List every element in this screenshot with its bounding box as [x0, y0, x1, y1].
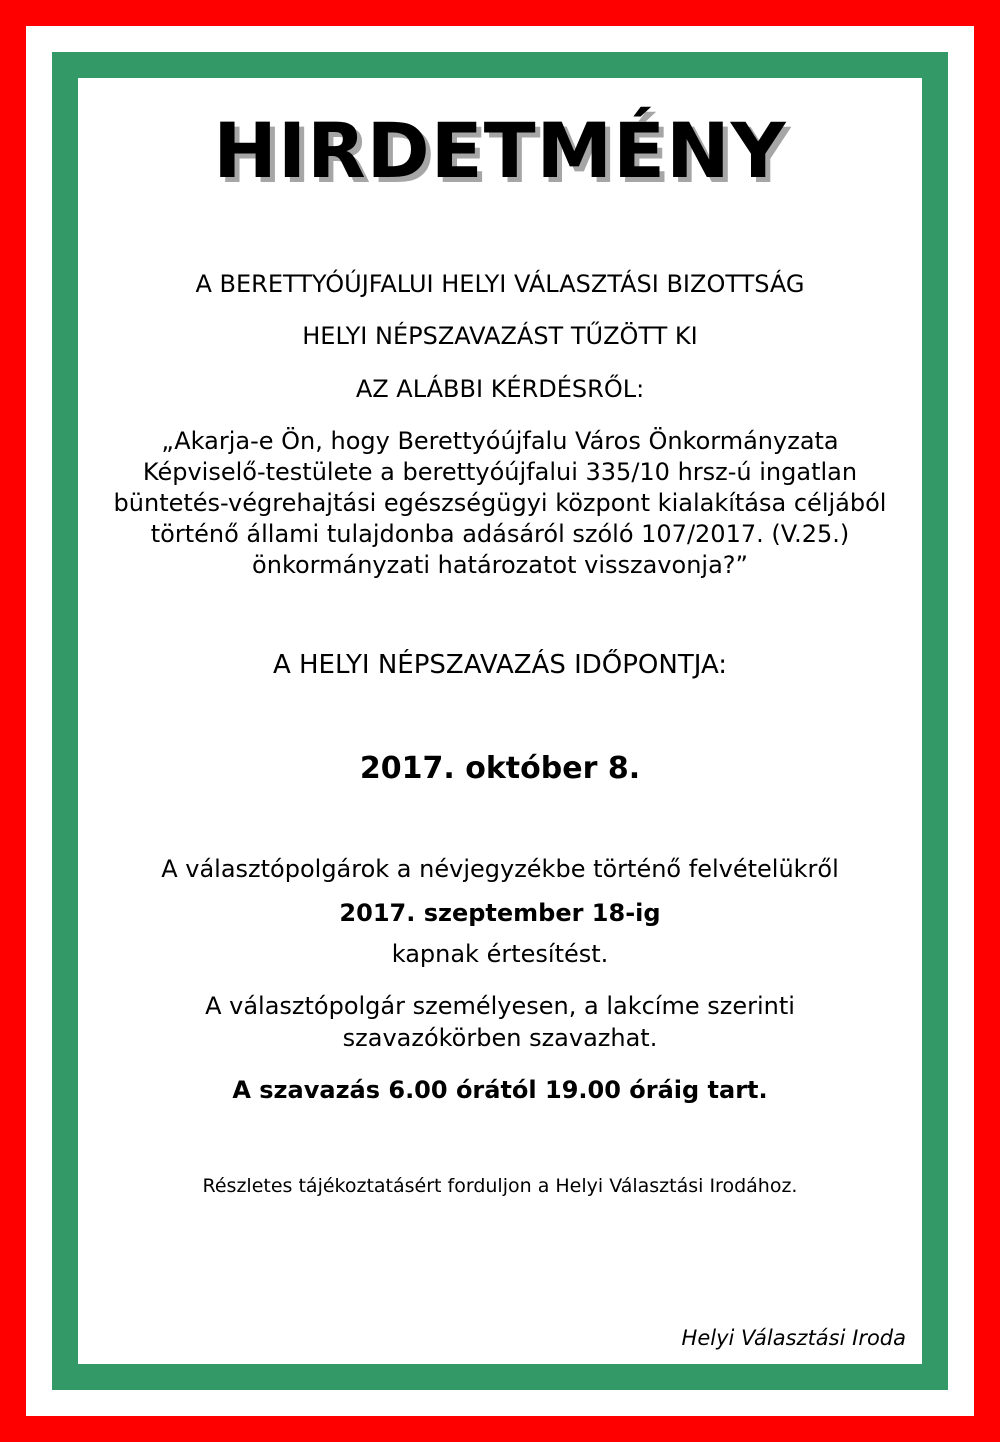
- question-line: „Akarja-e Ön, hogy Berettyóújfalu Város Önkormányzata: [161, 427, 839, 455]
- notice-title: HIRDETMÉNY: [213, 106, 787, 195]
- header-line-committee: A BERETTYÓÚJFALUI HELYI VÁLASZTÁSI BIZOTTSÁG: [195, 270, 805, 298]
- referendum-date: 2017. október 8.: [359, 751, 641, 786]
- date-heading: A HELYI NÉPSZAVAZÁS IDŐPONTJA:: [272, 650, 728, 680]
- header-line-announced: HELYI NÉPSZAVAZÁST TŰZÖTT KI: [302, 322, 698, 350]
- signature: Helyi Választási Iroda: [681, 1326, 906, 1350]
- header-line-question-intro: AZ ALÁBBI KÉRDÉSRŐL:: [355, 375, 645, 403]
- info-line: Részletes tájékoztatásért forduljon a Helyi Választási Irodához.: [202, 1175, 798, 1197]
- registry-date: 2017. szeptember 18-ig: [339, 899, 661, 927]
- question-line: Képviselő-testülete a berettyóújfalui 335/10 hrsz-ú ingatlan: [142, 458, 858, 486]
- notice-content: [78, 78, 922, 1364]
- registry-tail: kapnak értesítést.: [391, 940, 609, 968]
- vote-line: szavazókörben szavazhat.: [342, 1024, 658, 1052]
- voting-hours: A szavazás 6.00 órától 19.00 óráig tart.: [232, 1076, 768, 1104]
- question-line: büntetés-végrehajtási egészségügyi központ kialakítása céljából: [113, 489, 887, 517]
- question-line: történő állami tulajdonba adásáról szóló 107/2017. (V.25.): [150, 520, 850, 548]
- referendum-question: [78, 426, 922, 581]
- registry-line: A választópolgárok a névjegyzékbe történő felvételükről: [161, 855, 839, 883]
- vote-line: A választópolgár személyesen, a lakcíme szerinti: [205, 992, 795, 1020]
- question-line: önkormányzati határozatot visszavonja?”: [252, 551, 748, 579]
